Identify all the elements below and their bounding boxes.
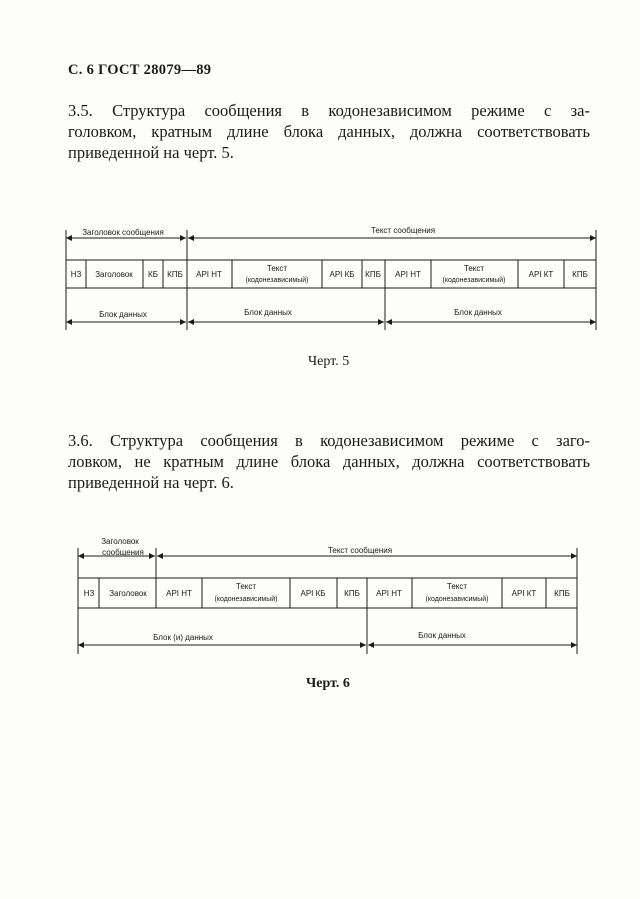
section-3-6-paragraph: [68, 430, 590, 493]
cell-header: Заголовок: [95, 270, 133, 279]
cell-text-sub: (кодонезависимый): [245, 277, 309, 284]
diagram-6: [0, 530, 640, 660]
cell-kpb: КПБ: [344, 589, 360, 598]
diagram-5-text-label: Текст сообщения: [370, 226, 436, 235]
page-header: С. 6 ГОСТ 28079—89: [68, 62, 212, 78]
cell-api-nt: АРI НТ: [395, 270, 421, 279]
cell-kpb: КПБ: [167, 270, 183, 279]
cell-text: Текст: [446, 582, 468, 591]
cell-kpb: КПБ: [365, 270, 381, 279]
cell-api-nt: АРI НТ: [196, 270, 222, 279]
section-3-6-line: ловком, не кратным длине блока данных, должна соответствовать: [68, 452, 590, 471]
cell-text-sub: (кодонезависимый): [425, 596, 489, 603]
diagram-6-header-label-2: сообщения: [102, 548, 144, 557]
section-3-6-line: приведенной на черт. 6.: [68, 473, 234, 492]
block-label: Блок (и) данных: [153, 633, 213, 642]
cell-kpb: КПБ: [572, 270, 588, 279]
cell-text-sub: (кодонезависимый): [442, 277, 506, 284]
diagram-5-caption: Черт. 5: [308, 354, 350, 369]
section-3-6-line: 3.6. Структура сообщения в кодонезависимом режиме с заго-: [68, 431, 590, 450]
block-label: Блок данных: [418, 631, 466, 640]
block-label: Блок данных: [454, 308, 502, 317]
cell-header: Заголовок: [109, 589, 147, 598]
section-3-5-line: головком, кратным длине блока данных, должна соответствовать: [68, 122, 590, 141]
block-label: Блок данных: [99, 310, 147, 319]
cell-kpb: КПБ: [554, 589, 570, 598]
cell-kb: КБ: [148, 270, 158, 279]
cell-api-nt: АРI НТ: [166, 589, 192, 598]
cell-text: Текст: [266, 264, 288, 273]
diagram-5-header-label: Заголовок сообщения: [82, 228, 164, 237]
diagram-6-header-label-1: Заголовок: [101, 537, 139, 546]
cell-api-kt: АРI КТ: [528, 270, 554, 279]
cell-text: Текст: [235, 582, 257, 591]
cell-api-kb: АРI КБ: [329, 270, 355, 279]
block-label: Блок данных: [244, 308, 292, 317]
section-3-5-line: 3.5. Структура сообщения в кодонезависимом режиме с за-: [68, 101, 590, 120]
section-3-5-line: приведенной на черт. 5.: [68, 143, 234, 162]
cell-text: Текст: [463, 264, 485, 273]
cell-api-kt: АРI КТ: [511, 589, 537, 598]
diagram-5: [0, 220, 640, 340]
cell-text-sub: (кодонезависимый): [214, 596, 278, 603]
cell-nz: НЗ: [83, 589, 95, 598]
section-3-5-paragraph: [68, 100, 590, 163]
diagram-6-caption: Черт. 6: [306, 676, 350, 691]
cell-nz: НЗ: [70, 270, 82, 279]
cell-api-nt: АРI НТ: [376, 589, 402, 598]
diagram-6-text-label: Текст сообщения: [327, 546, 393, 555]
cell-api-kb: АРI КБ: [300, 589, 326, 598]
